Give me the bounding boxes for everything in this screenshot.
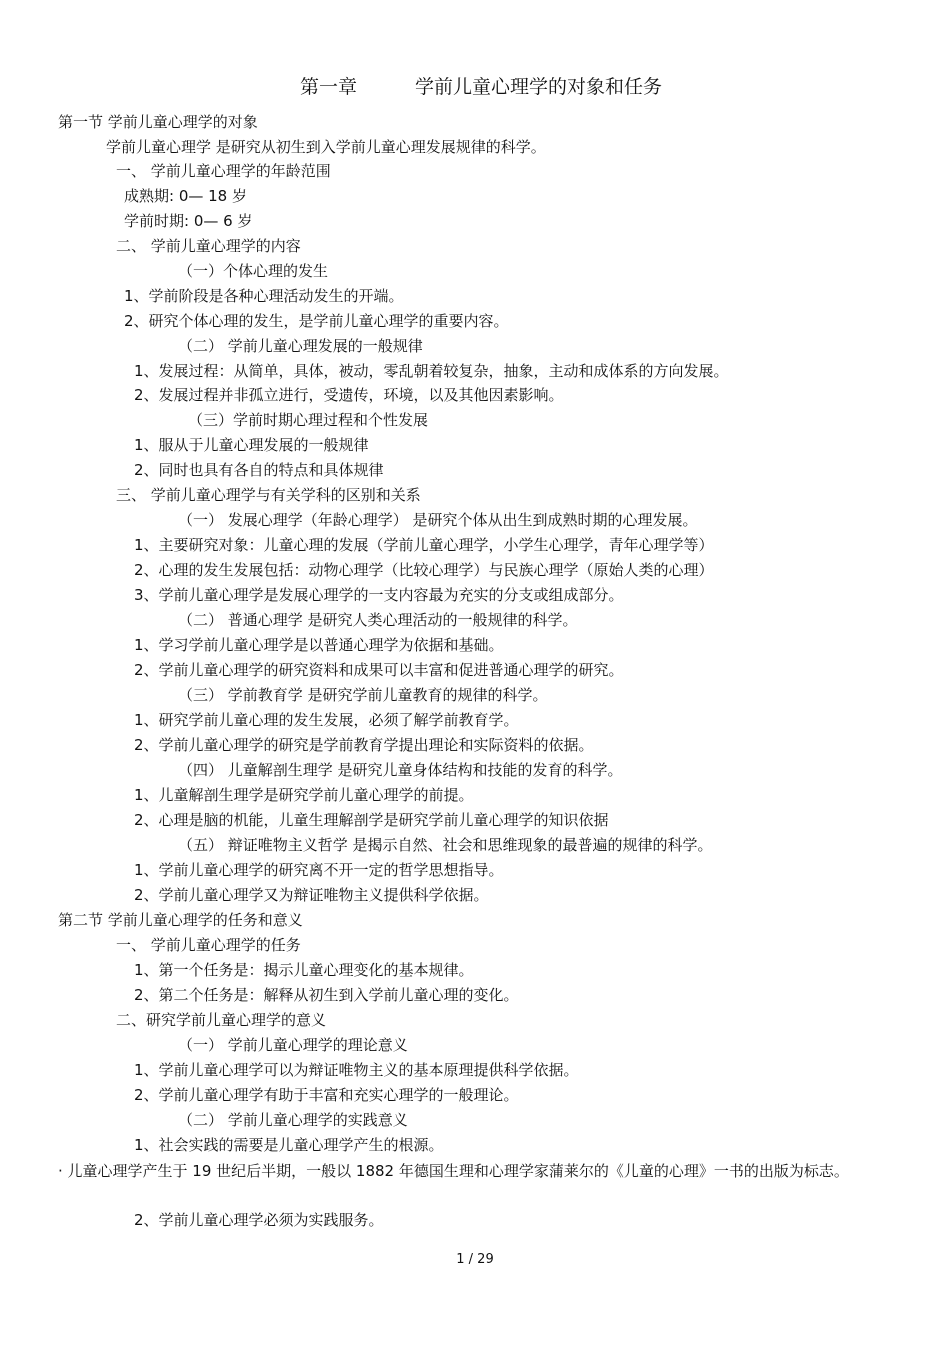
sub-subheading: （一） 学前儿童心理学的理论意义 (178, 1036, 408, 1054)
list-item: 2、第二个任务是：解释从初生到入学前儿童心理的变化。 (134, 986, 519, 1004)
list-item: 2、同时也具有各自的特点和具体规律 (134, 461, 384, 479)
text-line: 学前时期: 0— 6 岁 (124, 212, 253, 230)
section-heading: 第一节 学前儿童心理学的对象 (58, 113, 258, 131)
chapter-number: 第一章 (300, 76, 358, 98)
chapter-title: 学前儿童心理学的对象和任务 (415, 76, 663, 98)
sub-subheading: （二） 学前儿童心理发展的一般规律 (178, 337, 423, 355)
list-item: 1、儿童解剖生理学是研究学前儿童心理学的前提。 (134, 786, 474, 804)
sub-subheading: （五） 辩证唯物主义哲学 是揭示自然、社会和思维现象的最普遍的规律的科学。 (178, 836, 713, 854)
list-item: 1、学前儿童心理学的研究离不开一定的哲学思想指导。 (134, 861, 504, 879)
list-item: 2、学前儿童心理学有助于丰富和充实心理学的一般理论。 (134, 1086, 519, 1104)
list-item: 2、学前儿童心理学必须为实践服务。 (134, 1211, 384, 1229)
sub-subheading: （四） 儿童解剖生理学 是研究儿童身体结构和技能的发育的科学。 (178, 761, 623, 779)
sub-subheading: （一）个体心理的发生 (178, 262, 329, 280)
note-paragraph: · 儿童心理学产生于 19 世纪后半期，一般以 1882 年德国生理和心理学家蒲莱尔的《儿童的心理》一书的出版为标志。 (58, 1162, 849, 1180)
definition-line: 学前儿童心理学 是研究从初生到入学前儿童心理发展规律的科学。 (106, 138, 546, 156)
subheading: 三、 学前儿童心理学与有关学科的区别和关系 (116, 486, 421, 504)
list-item: 2、心理是脑的机能，儿童生理解剖学是研究学前儿童心理学的知识依据 (134, 811, 609, 829)
sub-subheading: （二） 普通心理学 是研究人类心理活动的一般规律的科学。 (178, 611, 578, 629)
subheading: 一、 学前儿童心理学的任务 (116, 936, 301, 954)
list-item: 3、学前儿童心理学是发展心理学的一支内容最为充实的分支或组成部分。 (134, 586, 624, 604)
list-item: 1、研究学前儿童心理的发生发展，必须了解学前教育学。 (134, 711, 519, 729)
list-item: 1、学前儿童心理学可以为辩证唯物主义的基本原理提供科学依据。 (134, 1061, 579, 1079)
sub-subheading: （三） 学前教育学 是研究学前儿童教育的规律的科学。 (178, 686, 548, 704)
list-item: 2、学前儿童心理学的研究是学前教育学提出理论和实际资料的依据。 (134, 736, 594, 754)
text-line: 成熟期: 0— 18 岁 (124, 187, 247, 205)
list-item: 2、学前儿童心理学又为辩证唯物主义提供科学依据。 (134, 886, 489, 904)
page-number: 1 / 29 (456, 1252, 494, 1267)
list-item: 1、学前阶段是各种心理活动发生的开端。 (124, 287, 404, 305)
list-item: 1、主要研究对象：儿童心理的发展（学前儿童心理学，小学生心理学，青年心理学等） (134, 536, 714, 554)
sub-subheading: （三）学前时期心理过程和个性发展 (188, 411, 429, 429)
section-heading: 第二节 学前儿童心理学的任务和意义 (58, 911, 303, 929)
list-item: 2、心理的发生发展包括：动物心理学（比较心理学）与民族心理学（原始人类的心理） (134, 561, 714, 579)
list-item: 2、研究个体心理的发生，是学前儿童心理学的重要内容。 (124, 312, 509, 330)
list-item: 1、社会实践的需要是儿童心理学产生的根源。 (134, 1136, 444, 1154)
subheading: 二、研究学前儿童心理学的意义 (116, 1011, 327, 1029)
list-item: 2、发展过程并非孤立进行，受遗传，环境，以及其他因素影响。 (134, 386, 564, 404)
list-item: 1、发展过程：从简单，具体，被动，零乱朝着较复杂，抽象，主动和成体系的方向发展。 (134, 362, 729, 380)
list-item: 1、服从于儿童心理发展的一般规律 (134, 436, 369, 454)
list-item: 1、学习学前儿童心理学是以普通心理学为依据和基础。 (134, 636, 504, 654)
sub-subheading: （一） 发展心理学（年龄心理学） 是研究个体从出生到成熟时期的心理发展。 (178, 511, 698, 529)
page-title (300, 72, 662, 99)
sub-subheading: （二） 学前儿童心理学的实践意义 (178, 1111, 408, 1129)
list-item: 1、第一个任务是：揭示儿童心理变化的基本规律。 (134, 961, 474, 979)
list-item: 2、学前儿童心理学的研究资料和成果可以丰富和促进普通心理学的研究。 (134, 661, 624, 679)
subheading: 二、 学前儿童心理学的内容 (116, 237, 301, 255)
subheading: 一、 学前儿童心理学的年龄范围 (116, 162, 331, 180)
